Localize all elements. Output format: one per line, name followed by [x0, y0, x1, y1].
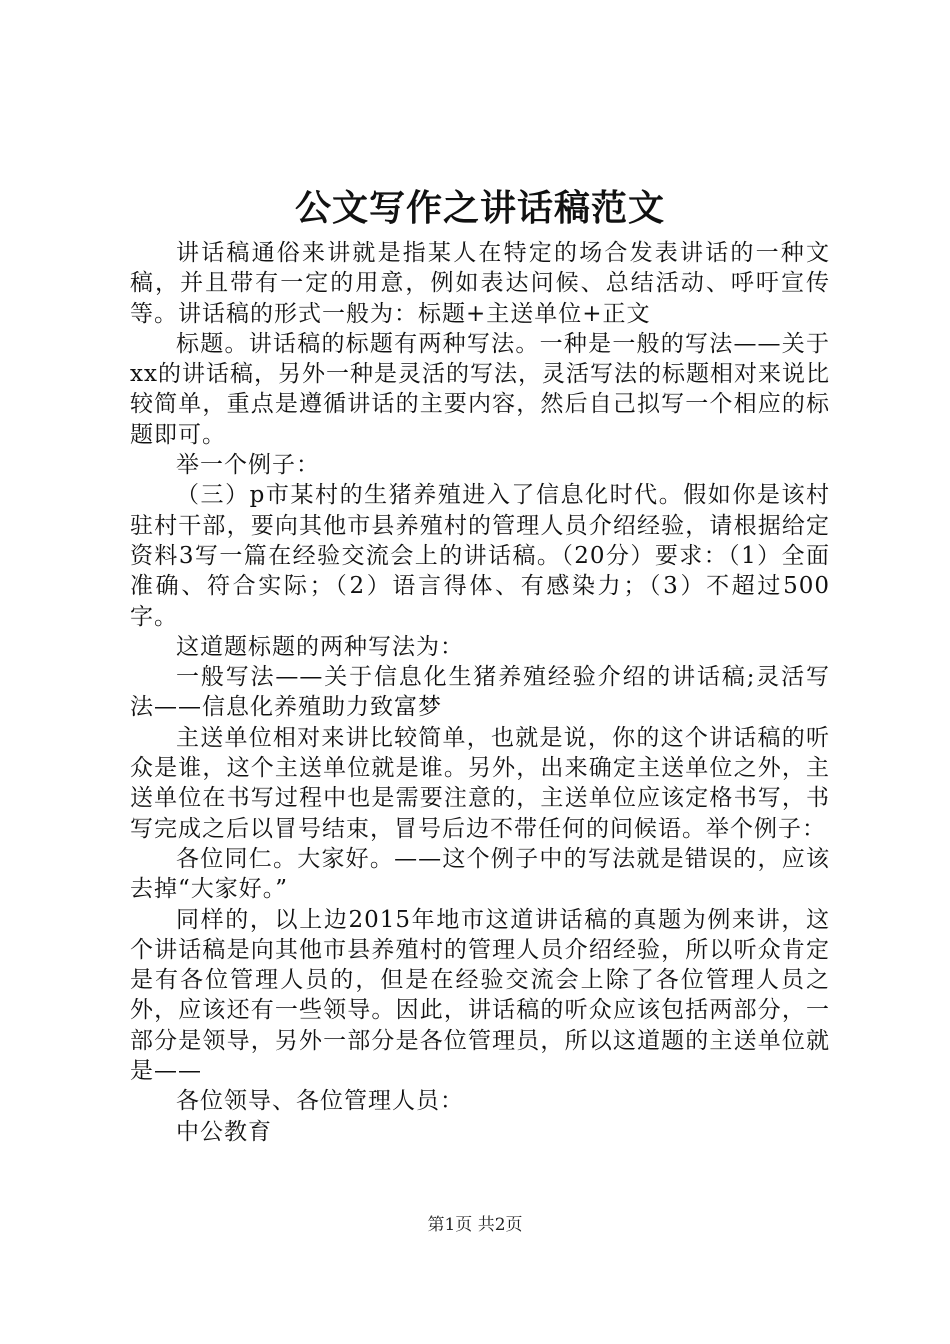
paragraph-two-methods: 这道题标题的两种写法为：	[176, 633, 464, 660]
paragraph-recipient: 主送单位相对来讲比较简单，也就是说，你的这个讲话稿的听众是谁，这个主送单位就是谁。另外，出来确定主送单位之外，主送单位在书写过程中也是需要注意的，主送单位应该定格书写，书写完成之后以冒号结束，冒号后边不带任何的问候语。举个例子：	[130, 724, 830, 842]
paragraph-title-methods: 标题。讲话稿的标题有两种写法。一种是一般的写法——关于xx的讲话稿，另外一种是灵活的写法，灵活写法的标题相对来说比较简单，重点是遵循讲话的主要内容，然后自己拟写一个相应的标题即可。	[130, 330, 830, 448]
paragraph-wrong-example: 各位同仁。大家好。——这个例子中的写法就是错误的，应该去掉“大家好。”	[130, 845, 830, 903]
document-page	[130, 180, 830, 1147]
paragraph-method-examples: 一般写法——关于信息化生猪养殖经验介绍的讲话稿;灵活写法——信息化养殖助力致富梦	[130, 664, 830, 721]
paragraph-exam-question: （三）p市某村的生猪养殖进入了信息化时代。假如你是该村驻村干部，要向其他市县养殖村的管理人员介绍经验，请根据给定资料3写一篇在经验交流会上的讲话稿。（20分）要求：（1）全面准确、符合实际；（2）语言得体、有感染力；（3）不超过500字。	[130, 482, 830, 630]
paragraph-analysis: 同样的，以上边2015年地市这道讲话稿的真题为例来讲，这个讲话稿是向其他市县养殖村的管理人员介绍经验，所以听众肯定是有各位管理人员的，但是在经验交流会上除了各位管理人员之外，应该还有一些领导。因此，讲话稿的听众应该包括两部分，一部分是领导，另外一部分是各位管理员，所以这道题的主送单位就是——	[130, 906, 830, 1085]
paragraph-source: 中公教育	[176, 1118, 272, 1145]
page-number-footer: 第1页 共2页	[427, 1215, 523, 1235]
paragraph-intro: 讲话稿通俗来讲就是指某人在特定的场合发表讲话的一种文稿，并且带有一定的用意，例如表达问候、总结活动、呼吁宣传等。讲话稿的形式一般为：标题+主送单位+正文	[130, 240, 830, 327]
document-title: 公文写作之讲话稿范文	[294, 187, 665, 229]
paragraph-example-lead: 举一个例子：	[176, 452, 320, 479]
paragraph-salutation: 各位领导、各位管理人员：	[176, 1088, 464, 1115]
